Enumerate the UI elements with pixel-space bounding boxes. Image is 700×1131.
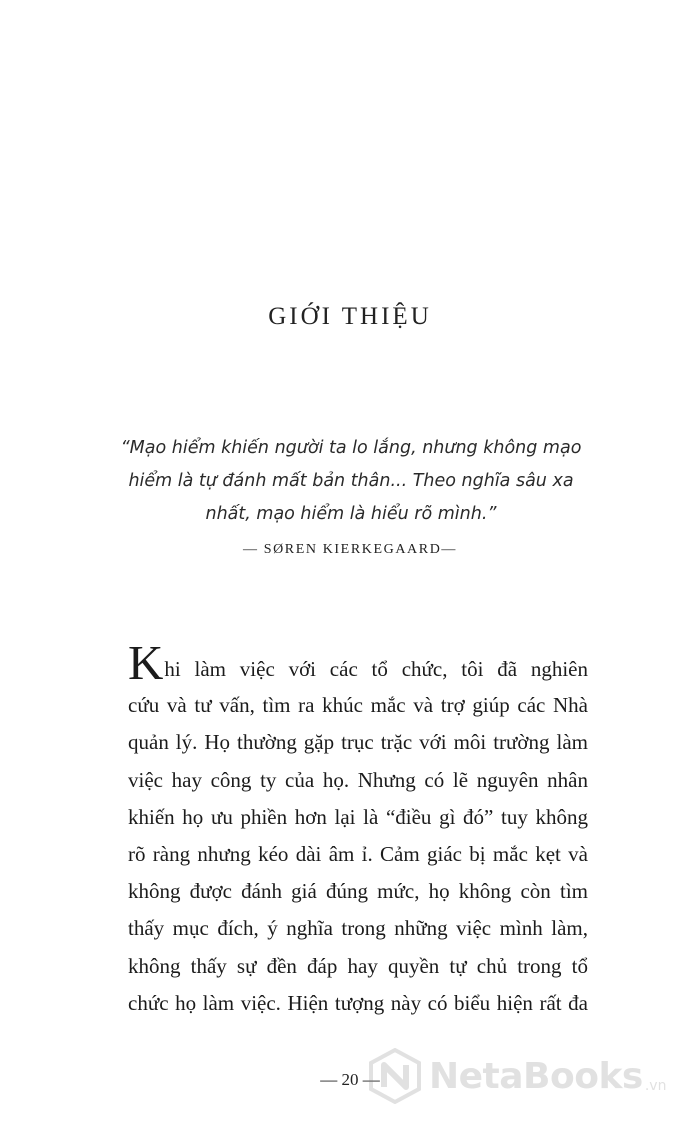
body-line: không được đánh giá đúng mức, họ không còn tìm: [128, 879, 588, 904]
body-line: thấy mục đích, ý nghĩa trong những việc mình làm,: [128, 916, 588, 941]
epigraph-line: hiểm là tự đánh mất bản thân... Theo nghĩa sâu xa: [128, 471, 574, 491]
body-line: cứu và tư vấn, tìm ra khúc mắc và trợ giúp các Nhà: [128, 693, 588, 718]
epigraph-attribution: — SØREN KIERKEGAARD—: [243, 542, 457, 557]
epigraph-line: “Mạo hiểm khiến người ta lo lắng, nhưng không mạo: [120, 438, 582, 458]
epigraph-line: nhất, mạo hiểm là hiểu rõ mình.”: [205, 504, 497, 524]
body-line: chức họ làm việc. Hiện tượng này có biểu hiện rất đa: [128, 990, 588, 1015]
epigraph-quote: [110, 432, 592, 531]
body-line-text: hi làm việc với các tổ chức, tôi đã nghiên: [164, 657, 588, 681]
body-line: quản lý. Họ thường gặp trục trặc với môi trường làm: [128, 730, 588, 755]
drop-cap: K: [128, 635, 164, 690]
body-line: rõ ràng nhưng kéo dài âm ỉ. Cảm giác bị mắc kẹt và: [128, 841, 588, 866]
body-line: khiến họ ưu phiền hơn lại là “điều gì đó” tuy không: [128, 804, 588, 829]
watermark-brand: NetaBooks: [429, 1055, 643, 1097]
body-line: việc hay công ty của họ. Nhưng có lẽ nguyên nhân: [128, 767, 588, 792]
netabooks-logo-icon: [367, 1048, 423, 1104]
body-line: không thấy sự đền đáp hay quyền tự chủ trong tổ: [128, 953, 588, 978]
page-number: — 20 —: [320, 1070, 380, 1089]
chapter-title: GIỚI THIỆU: [268, 303, 432, 330]
watermark: [367, 1048, 666, 1104]
body-line: [128, 635, 588, 690]
watermark-suffix: .vn: [644, 1078, 667, 1094]
body-paragraph: [128, 635, 588, 1022]
